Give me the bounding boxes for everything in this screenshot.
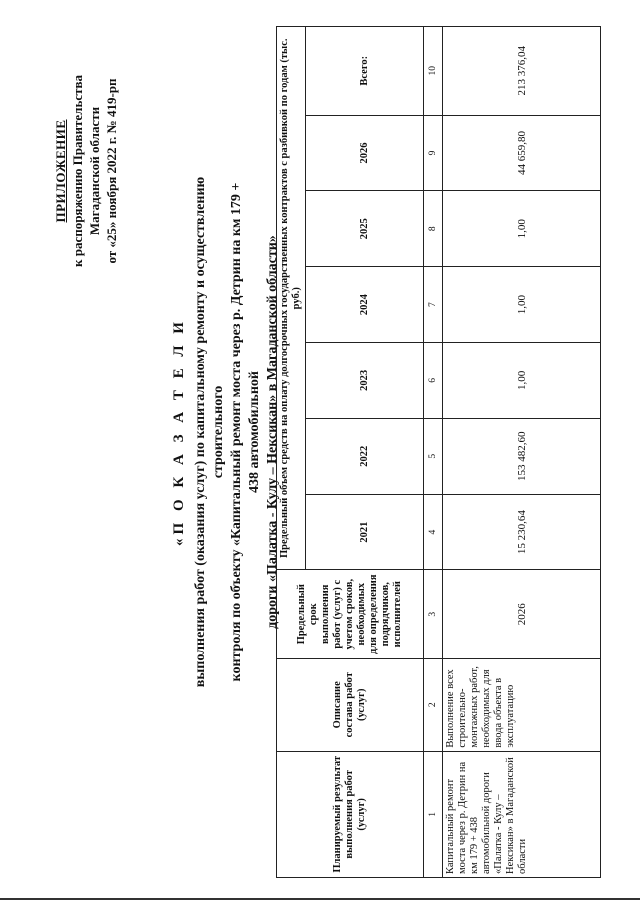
cell-value-2022: 153 482,60 [443, 418, 601, 494]
cell-value-total: 213 376,04 [443, 27, 601, 116]
appendix-line-1: к распоряжению Правительства [70, 74, 85, 268]
header-year-2022: 2022 [306, 418, 424, 494]
appendix-title: ПРИЛОЖЕНИЕ [53, 119, 68, 223]
page-bottom-rule [0, 898, 640, 900]
header-year-2025: 2025 [306, 191, 424, 267]
header-deadline: Предельный срок выполнения работ (услуг) с учетом сроков, необходимых для определения подрядчиков, исполнителей [277, 570, 424, 658]
heading-line-2: контроля по объекту «Капитальный ремонт моста через р. Детрин на км 179 + 438 автомобильной [229, 182, 262, 682]
column-number-row [424, 27, 443, 878]
header-description: Описание состава работ (услуг) [277, 658, 424, 751]
table-row [443, 27, 601, 878]
header-year-2021: 2021 [306, 494, 424, 570]
header-year-2023: 2023 [306, 343, 424, 419]
header-year-2026: 2026 [306, 115, 424, 191]
column-number: 6 [424, 343, 443, 419]
cell-value-2023: 1,00 [443, 343, 601, 419]
appendix-line-3: от «25» ноября 2022 г. № 419-рп [104, 78, 119, 264]
column-number: 8 [424, 191, 443, 267]
column-number: 1 [424, 751, 443, 877]
header-total: Всего: [306, 27, 424, 116]
column-number: 10 [424, 27, 443, 116]
column-number: 7 [424, 267, 443, 343]
cell-result: Капитальный ремонт моста через р. Детрин на км 179 + 438 автомобильной дороги «Палатка - Кулу – Нексикан» в Магаданской области [443, 751, 601, 877]
column-number: 5 [424, 418, 443, 494]
document-page [10, 12, 630, 892]
column-number: 9 [424, 115, 443, 191]
column-number: 2 [424, 658, 443, 751]
heading-title: «П О К А З А Т Е Л И [171, 318, 187, 546]
header-result: Планируемый результат выполнения работ (услуг) [277, 751, 424, 877]
cell-value-2026: 44 659,80 [443, 115, 601, 191]
appendix-line-2: Магаданской области [87, 106, 102, 236]
header-volume: Предельный объем средств на оплату долгосрочных государственных контрактов с разбивкой по годам (тыс. руб.) [277, 27, 306, 570]
appendix-block [52, 46, 120, 296]
heading-line-1: выполнения работ (оказания услуг) по капитальному ремонту и осуществлению строительного [193, 176, 226, 688]
heading-line-3: дороги «Палатка - Кулу – Нексикан» в Магаданской области» [265, 235, 280, 629]
document-heading [170, 172, 282, 692]
cell-value-2025: 1,00 [443, 191, 601, 267]
cell-value-2024: 1,00 [443, 267, 601, 343]
column-number: 4 [424, 494, 443, 570]
cell-deadline: 2026 [443, 570, 601, 658]
cell-value-2021: 15 230,64 [443, 494, 601, 570]
header-year-2024: 2024 [306, 267, 424, 343]
column-number: 3 [424, 570, 443, 658]
indicators-table [276, 26, 601, 878]
cell-description: Выполнение всех строительно-монтажных работ, необходимых для ввода объекта в эксплуатацию [443, 658, 601, 751]
